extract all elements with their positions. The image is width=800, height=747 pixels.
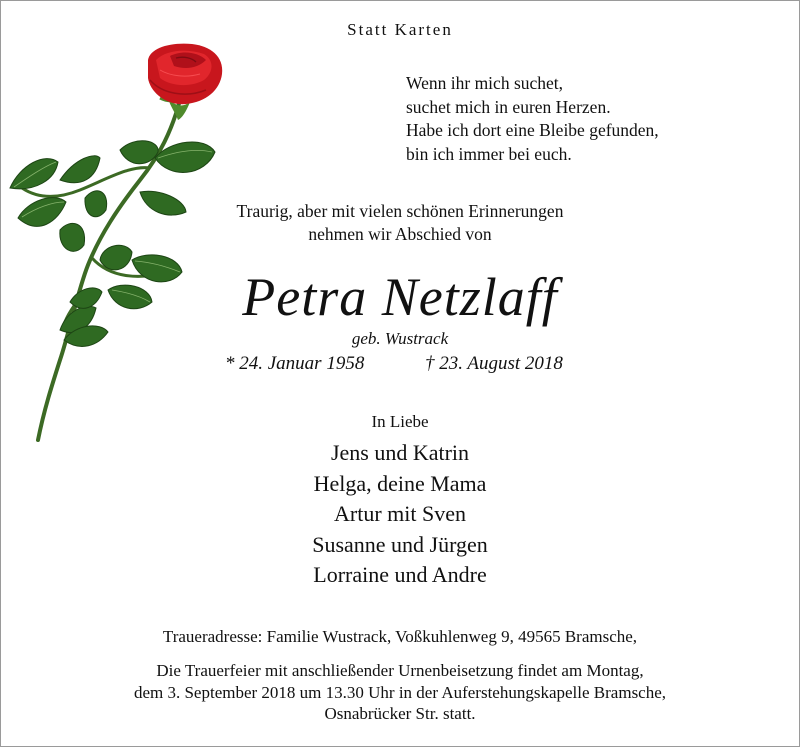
death-date: † 23. August 2018 — [425, 353, 563, 374]
ceremony-line: dem 3. September 2018 um 13.30 Uhr in der Auferstehungskapelle Bramsche, — [133, 682, 667, 702]
ceremony-line: Osnabrücker Str. statt. — [324, 704, 476, 723]
intro-text — [0, 200, 800, 246]
mourners-list — [0, 438, 800, 591]
verse-line: Wenn ihr mich suchet, — [406, 73, 564, 93]
mourner-name: Helga, deine Mama — [313, 470, 487, 496]
verse-line: bin ich immer bei euch. — [406, 143, 572, 164]
in-love-label: In Liebe — [371, 412, 429, 431]
memorial-verse — [406, 72, 659, 166]
ceremony-line: Die Trauerfeier mit anschließender Urnenbeisetzung findet am Montag, — [156, 661, 644, 680]
verse-line: Habe ich dort eine Bleibe gefunden, — [406, 120, 659, 140]
ceremony-info — [0, 660, 800, 725]
header-title: Statt Karten — [347, 20, 453, 39]
birth-date: * 24. Januar 1958 — [225, 353, 365, 374]
mourning-address: Traueradresse: Familie Wustrack, Voßkuhlenweg 9, 49565 Bramsche, — [162, 627, 638, 646]
intro-line: Traurig, aber mit vielen schönen Erinnerungen — [236, 201, 564, 221]
mourner-name: Artur mit Sven — [334, 501, 466, 526]
intro-line: nehmen wir Abschied von — [308, 224, 492, 244]
maiden-name: geb. Wustrack — [351, 329, 449, 348]
mourner-name: Susanne und Jürgen — [312, 531, 488, 557]
mourner-name: Jens und Katrin — [330, 440, 470, 465]
verse-line: suchet mich in euren Herzen. — [406, 96, 611, 117]
mourner-name: Lorraine und Andre — [313, 562, 487, 587]
deceased-name: Petra Netzlaff — [242, 267, 558, 327]
